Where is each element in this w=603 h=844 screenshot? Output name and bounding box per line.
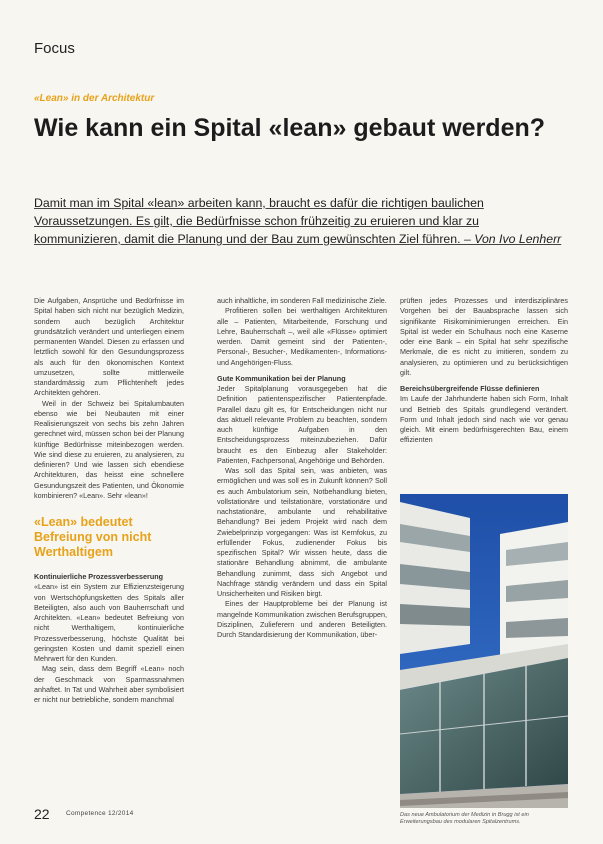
page-number: 22 [34,806,50,822]
paragraph: Was soll das Spital sein, was anbieten, was ermöglichen und was soll es in Zukunft können? Soll es auch Ambulatorium sein, Notbehandlung bieten, vollstationäre und teilstationäre, vorstationäre und nachstationäre, ambulante und rehabilitative Behandlung? Bei jedem Projekt wird nach dem Zwiebelprinzip vorgegangen: Was ist Kernfokus, zu erfüllender Fokus, zudienender Fokus bis spezifischen Spital? Wir wissen heute, dass die stationäre Behandlung abnimmt, die ambulante Behandlung zunimmt, dass sich Angebot und Nachfrage ständig verändern und dass ein Spital Unsicherheiten und Risiken birgt. [217,466,387,598]
article-lead [34,194,564,248]
paragraph: Im Laufe der Jahrhunderte haben sich Form, Inhalt und Betrieb des Spitals grundlegend verändert. Form und Inhalt jedoch sind nach wie vor genau gleich. Mit einem bedürfnisgerechten Bau, einem effizienten [400,394,568,445]
paragraph: prüften jedes Prozesses und interdisziplinäres Vorgehen bei der Bauabsprache lassen sich signifikante Risikominimierungen erreichen. Ein Spital ist weder ein Schulhaus noch eine Kaserne oder eine Bank – ein Spital hat sehr spezifische Merkmale, die es nicht zu imitieren, sondern zu analysieren, zu optimieren und zu berücksichtigen gilt. [400,296,568,377]
pull-quote: «Lean» bedeutet Befreiung von nicht Werthaltigem [34,515,152,559]
lead-text: Damit man im Spital «lean» arbeiten kann, braucht es dafür die richtigen baulichen Voraussetzungen. Es gilt, die Bedürfnisse schon frühzeitig zu eruieren und klar zu kommunizieren, damit die Planung und der Bau zum gewünschten Ziel führen. [34,196,484,246]
text-column-1 [34,296,184,705]
paragraph: Jeder Spitalplanung vorausgegeben hat die Definition patientenspezifischer Patientenpfade. Parallel dazu gilt es, für Entscheidungen nicht nur das aktuell relevante Problem zu beachten, sondern auch künftige Aufgaben in den Entscheidungsprozess miteinzubeziehen. Dafür braucht es den Einbezug aller Stakeholder: Patienten, Fachpersonal, Angehörige und Behörden. [217,384,387,465]
article-title: Wie kann ein Spital «lean» gebaut werden? [34,114,546,142]
publication-name: Competence 12/2014 [66,810,134,817]
article-kicker: «Lean» in der Architektur [34,93,155,104]
subheading: Gute Kommunikation bei der Planung [217,373,346,383]
section-label: Focus [34,40,75,57]
text-column-3 [400,296,568,446]
subheading: Bereichsübergreifende Flüsse definieren [400,384,540,393]
text-column-2 [217,296,387,640]
paragraph: Profitieren sollen bei werthaltigen Architekturen alle – Patienten, Mitarbeitende, Forschung und Lehre, Bauherrschaft –, weil alle «Flüsse» optimiert werden. Damit gemeint sind der Patienten-, Personal-, Besucher-, Medikamenten-, Informations- und Angehörigen-Fluss. [217,306,387,367]
paragraph: auch inhaltliche, im sonderen Fall medizinische Ziele. [217,296,387,305]
paragraph: «Lean» ist ein System zur Effizienzsteigerung von Wertschöpfungsketten des Spitals aller Beteiligten, also auch von Bauherrschaft und Architekten. «Lean» bedeutet Befreiung von nicht Werthaltigem, kontinuierliche Prozessverbesserung, höchste Qualität bei geringsten Kosten und damit speziell einen Mehrwert für den Kunden. [34,582,184,663]
article-author: – Von Ivo Lenherr [463,232,562,246]
paragraph: Die Aufgaben, Ansprüche und Bedürfnisse im Spital haben sich nicht nur bezüglich Medizin, sondern auch bezüglich Architektur grundsätzlich verändert und unterliegen einem permanenten Wandel. Diesen zu erfassen und letztlich sowohl für den Gesundungsprozess als auch für den ökonomischen Kontext umzusetzen, sollte mittlerweile standardmässig zum Pflichtenheft jedes Architekten gehören. [34,296,184,398]
photo-caption: Das neue Ambulatorium der Medizin in Brugg ist ein Erweiterungsbau des modularen Spitalzentrums. [400,812,529,825]
building-photo [400,494,568,808]
subheading: Kontinuierliche Prozessverbesserung [34,572,164,581]
paragraph: Eines der Hauptprobleme bei der Planung ist mangelnde Kommunikation zwischen Berufsgruppen, Disziplinen, Zulieferern und anderen Beteiligten. Durch Standardisierung der Kommunikation, über- [217,599,387,639]
paragraph: Mag sein, dass dem Begriff «Lean» noch der Geschmack von Sparmassnahmen anhaftet. In Tat und Wahrheit aber symbolisiert er nicht nur betriebliche, sondern manchmal [34,664,184,704]
paragraph: Weil in der Schweiz bei Spitalumbauten ebenso wie bei Neubauten mit einer Realisierungszeit von sechs bis zehn Jahren gerechnet wird, müssen schon bei der Planung künftige Bedürfnisse miteinbezogen werden. Wie sind diese zu eruieren, zu analysieren, zu definieren? Und wie lassen sich ebendiese Architekturen, das heisst eine schnellere Gesundungszeit des Patienten, und Ökonomie kombinieren? «Lean». Sehr «lean»! [34,398,184,500]
